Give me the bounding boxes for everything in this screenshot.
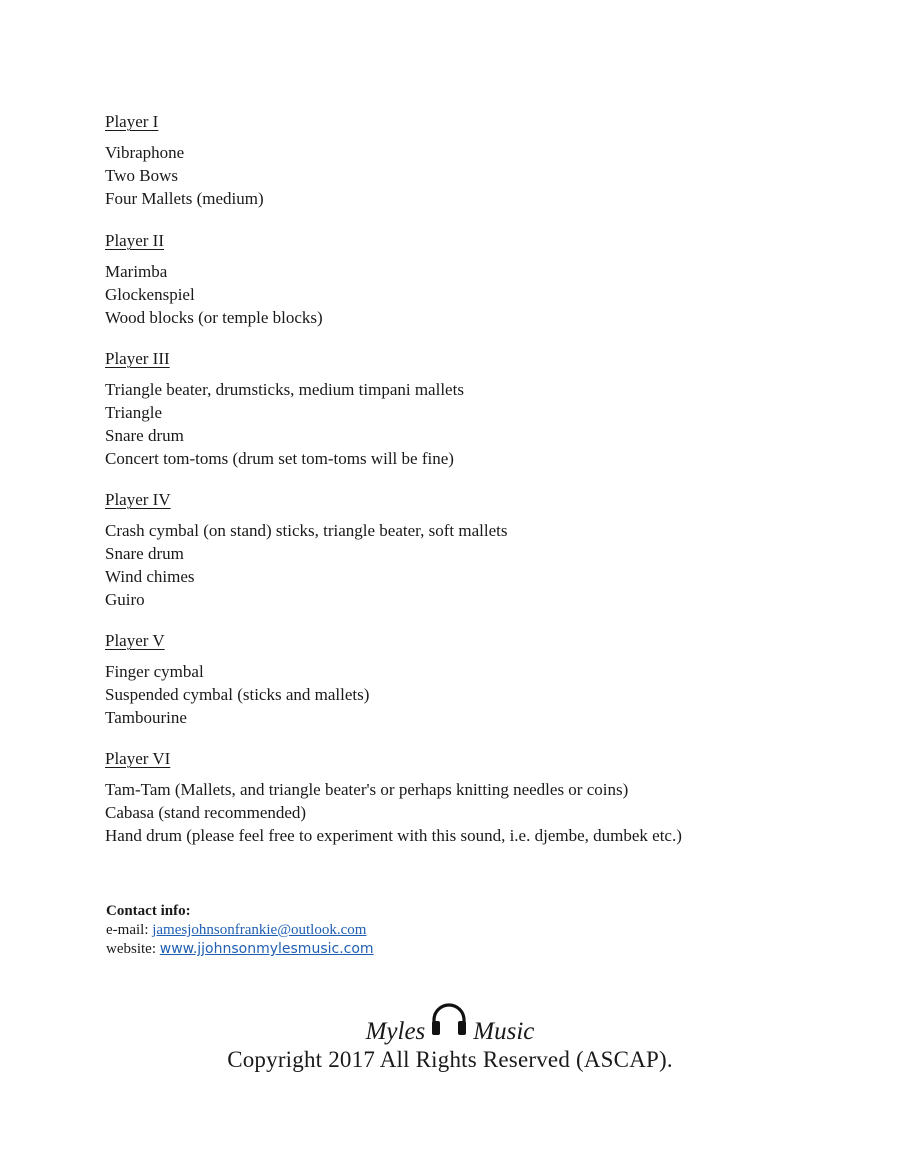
- copyright-notice: Copyright 2017 All Rights Reserved (ASCAP).: [227, 1047, 673, 1072]
- list-item: Cabasa (stand recommended): [105, 803, 307, 822]
- email-label: e-mail:: [106, 922, 153, 938]
- list-item: Tam-Tam (Mallets, and triangle beater's or perhaps knitting needles or coins): [105, 780, 629, 799]
- player-heading: Player IV: [105, 490, 171, 509]
- instrument-list: [105, 141, 805, 210]
- list-item: Suspended cymbal (sticks and mallets): [105, 685, 370, 704]
- footer: [0, 998, 900, 1074]
- contact-title: Contact info:: [106, 903, 191, 919]
- player-section-5: [105, 631, 805, 729]
- list-item: Crash cymbal (on stand) sticks, triangle beater, soft mallets: [105, 521, 508, 540]
- list-item: Hand drum (please feel free to experiment with this sound, i.e. djembe, dumbek etc.): [105, 826, 682, 845]
- logo-word-right: Music: [473, 1018, 535, 1045]
- headphones-icon: [429, 1000, 469, 1040]
- email-line: [106, 921, 374, 940]
- list-item: Triangle beater, drumsticks, medium timpani mallets: [105, 380, 464, 399]
- website-line: [106, 940, 374, 959]
- website-label: website:: [106, 941, 160, 957]
- player-heading: Player II: [105, 231, 165, 250]
- player-section-4: [105, 490, 805, 611]
- myles-music-logo: [0, 998, 900, 1046]
- list-item: Wind chimes: [105, 567, 195, 586]
- list-item: Snare drum: [105, 426, 184, 445]
- list-item: Wood blocks (or temple blocks): [105, 308, 323, 327]
- list-item: Triangle: [105, 403, 162, 422]
- list-item: Tambourine: [105, 708, 187, 727]
- logo-word-left: Myles: [365, 1018, 426, 1045]
- player-heading: Player V: [105, 631, 165, 650]
- list-item: Two Bows: [105, 166, 178, 185]
- list-item: Glockenspiel: [105, 285, 195, 304]
- player-section-6: [105, 749, 805, 847]
- list-item: Concert tom-toms (drum set tom-toms will be fine): [105, 449, 454, 468]
- list-item: Vibraphone: [105, 143, 185, 162]
- player-section-2: [105, 231, 805, 329]
- list-item: Snare drum: [105, 544, 184, 563]
- instrument-list: [105, 378, 805, 470]
- instrument-list: [105, 660, 805, 729]
- instrument-list: [105, 260, 805, 329]
- player-section-3: [105, 349, 805, 470]
- list-item: Marimba: [105, 262, 168, 281]
- player-heading: Player III: [105, 349, 170, 368]
- email-link[interactable]: jamesjohnsonfrankie@outlook.com: [152, 922, 367, 938]
- player-section-1: [105, 112, 805, 210]
- instrument-list: [105, 778, 805, 847]
- player-heading: Player VI: [105, 749, 171, 768]
- list-item: Finger cymbal: [105, 662, 204, 681]
- list-item: Four Mallets (medium): [105, 189, 264, 208]
- list-item: Guiro: [105, 590, 145, 609]
- instrument-list: [105, 519, 805, 611]
- contact-info: [106, 902, 374, 959]
- player-heading: Player I: [105, 112, 159, 131]
- website-link[interactable]: www.jjohnsonmylesmusic.com: [159, 941, 374, 957]
